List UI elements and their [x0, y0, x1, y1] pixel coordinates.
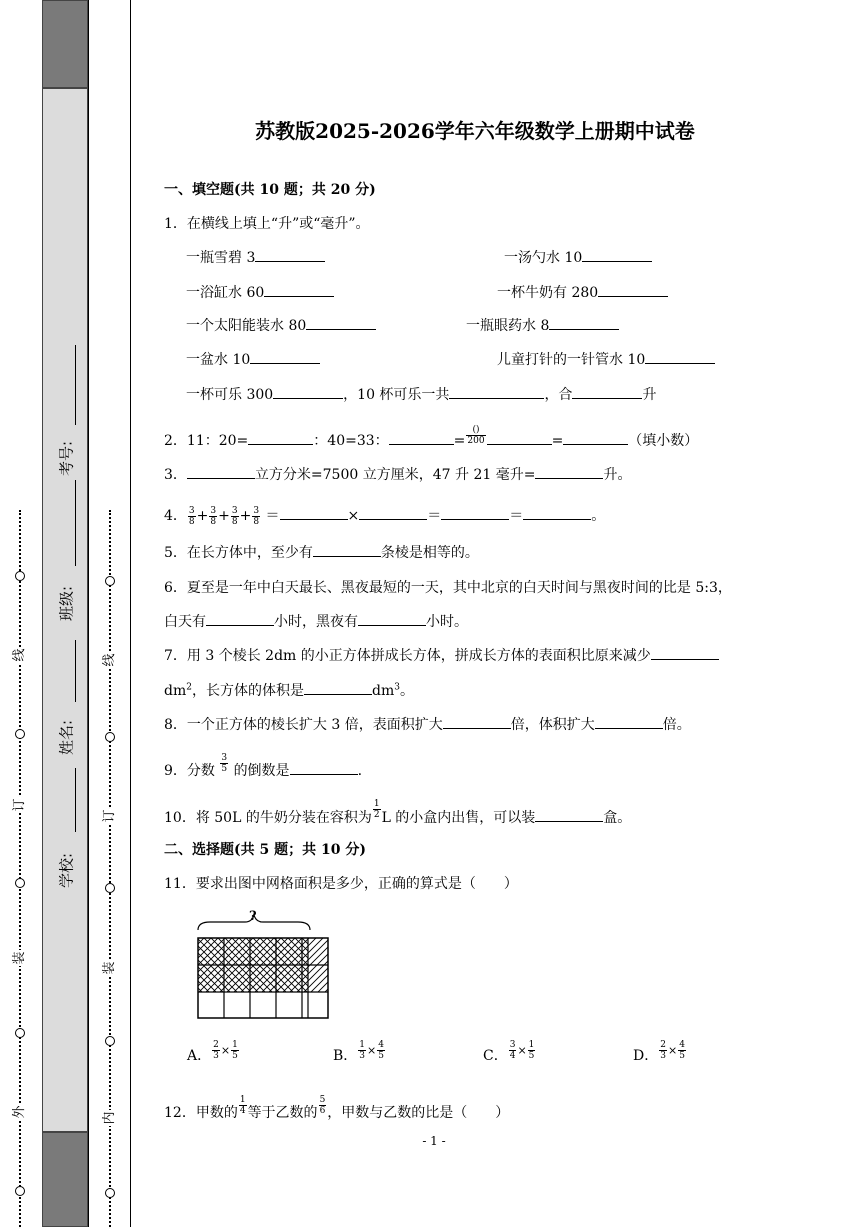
- text: 2．11：20=: [164, 433, 249, 449]
- answer-blank[interactable]: [206, 612, 274, 626]
- answer-blank[interactable]: [248, 431, 313, 445]
- text: .: [357, 763, 363, 779]
- field-school-line[interactable]: [75, 768, 76, 832]
- q6-line1: 6．夏至是一年中白天最长、黑夜最短的一天，其中北京的白天时间与黑夜时间的比是 5:3，: [164, 580, 732, 596]
- text: =: [551, 433, 564, 449]
- numerator: 4: [378, 1039, 384, 1050]
- text: ，合: [544, 387, 573, 403]
- numerator: (): [466, 425, 485, 436]
- q1-stem: 1．在横线上填上“升”或“毫升”。: [164, 216, 370, 232]
- fraction: [509, 1040, 517, 1061]
- outer-ring: [15, 1186, 25, 1196]
- section1-heading: 一、填空题(共 10 题；共 20 分): [164, 182, 376, 198]
- text: 。: [399, 683, 414, 699]
- numerator: 1: [232, 1039, 238, 1050]
- times-sign: ×: [517, 1044, 527, 1057]
- field-examno-line[interactable]: [75, 345, 76, 425]
- answer-blank[interactable]: [187, 465, 255, 479]
- option-label: D．: [633, 1048, 659, 1064]
- inner-ring: [105, 1036, 115, 1046]
- q1-item: [186, 282, 334, 302]
- denominator: 8: [253, 516, 260, 527]
- answer-blank[interactable]: [304, 681, 372, 695]
- numerator: 3: [231, 505, 238, 516]
- plus-sign: +: [239, 508, 252, 524]
- text: 。: [591, 508, 606, 524]
- outer-ring: [15, 571, 25, 581]
- q1-item-text: 一杯牛奶有 280: [497, 285, 599, 301]
- text: 小时，黑夜有: [274, 614, 358, 630]
- q11-option-b[interactable]: [333, 1039, 386, 1067]
- fraction: [319, 1095, 327, 1116]
- answer-blank[interactable]: [358, 612, 426, 626]
- answer-blank[interactable]: [250, 350, 320, 364]
- text: L 的小盒内出售，可以装: [381, 810, 536, 826]
- q4-line: [164, 505, 605, 527]
- q11-option-c[interactable]: [483, 1039, 536, 1067]
- numerator: 1: [359, 1039, 366, 1050]
- outer-ring: [15, 729, 25, 739]
- denominator: 6: [319, 1105, 326, 1116]
- fraction: [659, 1040, 667, 1061]
- text: 倍，体积扩大: [510, 717, 595, 733]
- answer-blank[interactable]: [359, 506, 427, 520]
- numerator: 5: [319, 1094, 326, 1105]
- inner-ring: [105, 576, 115, 586]
- field-class-label: 班级:: [57, 585, 76, 622]
- inner-char-xian: 线: [102, 653, 117, 667]
- q1-last-line: [186, 384, 656, 404]
- answer-blank[interactable]: [389, 431, 454, 445]
- text: 盒。: [603, 810, 632, 826]
- text: 一杯可乐 300: [186, 387, 274, 403]
- numerator: 1: [373, 798, 380, 809]
- times-sign: ×: [347, 508, 360, 524]
- field-name-label: 姓名:: [57, 719, 76, 756]
- page-number: - 1 -: [422, 1134, 446, 1148]
- denominator: 8: [231, 516, 238, 527]
- q1-item: [186, 349, 320, 369]
- answer-blank[interactable]: [582, 248, 652, 262]
- inner-char-ding: 订: [102, 809, 117, 823]
- inner-char-zhuang: 装: [102, 961, 117, 975]
- answer-blank[interactable]: [255, 248, 325, 262]
- text: 等于乙数的: [247, 1105, 318, 1121]
- numerator: 3: [210, 505, 217, 516]
- fraction: [528, 1040, 536, 1061]
- fraction: [358, 1040, 366, 1061]
- denominator: 5: [679, 1050, 685, 1061]
- q1-item-text: 一汤勺水 10: [504, 250, 583, 266]
- numerator: 2: [660, 1039, 666, 1050]
- answer-blank[interactable]: [598, 283, 668, 297]
- outer-char-wai: 外: [12, 1105, 27, 1119]
- q1-item-text: 一浴缸水 60: [186, 285, 265, 301]
- q1-item-text: 一瓶眼药水 8: [466, 318, 550, 334]
- plus-sign: +: [196, 508, 209, 524]
- q3-line: [164, 464, 631, 484]
- numerator: 1: [239, 1094, 246, 1105]
- answer-blank[interactable]: [441, 506, 509, 520]
- inner-ring: [105, 732, 115, 742]
- question-mark: ?: [249, 910, 257, 924]
- fraction: [466, 425, 485, 446]
- text: 8．一个正方体的棱长扩大 3 倍，表面积扩大: [164, 717, 443, 733]
- text: 9．分数: [164, 763, 215, 779]
- q1-item: [497, 349, 715, 369]
- option-label: B．: [333, 1048, 358, 1064]
- text: 倍。: [662, 717, 691, 733]
- text: 5．在长方体中，至少有: [164, 545, 313, 561]
- denominator: 4: [509, 1050, 516, 1061]
- numerator: 3: [253, 505, 260, 516]
- fraction: [212, 1040, 220, 1061]
- superscript: 3: [394, 682, 400, 693]
- q1-item: [504, 247, 652, 267]
- text: ，10 杯可乐一共: [343, 387, 450, 403]
- text: ，甲数与乙数的比是（ ）: [327, 1105, 510, 1121]
- numerator: 4: [679, 1039, 685, 1050]
- fraction: [678, 1040, 686, 1061]
- answer-blank[interactable]: [645, 350, 715, 364]
- field-school-label: 学校:: [57, 852, 76, 889]
- outer-ring: [15, 878, 25, 888]
- text: dm: [164, 683, 187, 699]
- numerator: 3: [188, 505, 195, 516]
- q9-line: [164, 752, 363, 782]
- field-class-line[interactable]: [75, 480, 76, 566]
- outer-char-xian: 线: [12, 648, 27, 662]
- inner-char-nei: 内: [102, 1111, 117, 1125]
- fraction: [220, 753, 228, 774]
- text: 小时。: [426, 614, 468, 630]
- text: 升: [642, 387, 657, 403]
- text: 升。: [603, 467, 632, 483]
- plus-sign: +: [218, 508, 230, 524]
- text: ，长方体的体积是: [191, 683, 304, 699]
- q7-line1: [164, 645, 719, 665]
- fraction: [231, 506, 239, 527]
- q1-item-text: 一个太阳能装水 80: [186, 318, 307, 334]
- times-sign: ×: [367, 1044, 377, 1057]
- denominator: 3: [213, 1050, 219, 1061]
- text: =: [453, 433, 466, 449]
- text: 的倒数是: [233, 763, 290, 779]
- numerator: 1: [528, 1039, 535, 1050]
- equals-sign: ＝: [509, 508, 524, 524]
- denominator: 5: [528, 1050, 535, 1061]
- text: dm: [371, 683, 395, 699]
- answer-blank[interactable]: [572, 385, 642, 399]
- fraction: [377, 1040, 385, 1061]
- text: 4．: [164, 508, 187, 524]
- denominator: 3: [660, 1050, 666, 1061]
- q11-grid-figure: [190, 910, 335, 1020]
- answer-blank[interactable]: [280, 506, 348, 520]
- text: （填小数）: [628, 433, 699, 449]
- q11-option-d[interactable]: [633, 1039, 687, 1067]
- margin-dark-band-top: [42, 0, 88, 88]
- inner-ring: [105, 883, 115, 893]
- q1-item-text: 一瓶雪碧 3: [186, 250, 256, 266]
- fraction: [239, 1095, 247, 1116]
- times-sign: ×: [220, 1044, 231, 1057]
- denominator: 3: [359, 1050, 366, 1061]
- outer-ring: [15, 1028, 25, 1038]
- answer-blank[interactable]: [651, 646, 719, 660]
- option-label: A．: [187, 1048, 212, 1064]
- q1-item: [466, 315, 619, 335]
- q12-line: [164, 1094, 510, 1124]
- text: 7．用 3 个棱长 2dm 的小正方体拼成长方体，拼成长方体的表面积比原来减少: [164, 648, 651, 664]
- answer-blank[interactable]: [595, 715, 663, 729]
- q8-line: [164, 714, 691, 734]
- denominator: 5: [221, 763, 228, 774]
- outer-char-ding: 订: [12, 798, 27, 812]
- times-sign: ×: [667, 1044, 678, 1057]
- q10-line: [164, 798, 632, 829]
- outer-char-zhuang: 装: [12, 951, 27, 965]
- page-title: 苏教版2025-2026学年六年级数学上册期中试卷: [255, 119, 695, 143]
- field-examno-label: 考号:: [57, 440, 76, 477]
- fraction: [209, 506, 217, 527]
- denominator: 5: [378, 1050, 384, 1061]
- q1-item: [186, 315, 376, 335]
- text: 条棱是相等的。: [380, 545, 479, 561]
- answer-blank[interactable]: [549, 316, 619, 330]
- answer-blank[interactable]: [535, 808, 603, 822]
- denominator: 2: [373, 809, 380, 820]
- denominator: 8: [188, 516, 195, 527]
- numerator: 3: [221, 752, 228, 763]
- answer-blank[interactable]: [535, 465, 603, 479]
- answer-blank[interactable]: [264, 283, 334, 297]
- q1-item: [497, 282, 668, 302]
- field-name-line[interactable]: [75, 640, 76, 702]
- fraction: [373, 799, 381, 820]
- margin-line-2: [88, 0, 89, 1227]
- answer-blank[interactable]: [523, 506, 591, 520]
- denominator: 5: [232, 1050, 238, 1061]
- fraction: [188, 506, 196, 527]
- equals-sign: ＝: [265, 508, 280, 524]
- section2-heading: 二、选择题(共 5 题；共 10 分): [164, 842, 366, 858]
- q11-stem: 11．要求出图中网格面积是多少，正确的算式是（ ）: [164, 876, 518, 892]
- option-label: C．: [483, 1048, 508, 1064]
- q1-item: [186, 247, 325, 267]
- numerator: 2: [213, 1039, 219, 1050]
- text: 12．甲数的: [164, 1105, 238, 1121]
- q5-line: [164, 542, 479, 562]
- margin-line-3: [130, 0, 131, 1227]
- answer-blank[interactable]: [306, 316, 376, 330]
- text: 白天有: [164, 614, 206, 630]
- q6-line2: [164, 611, 468, 631]
- answer-blank[interactable]: [563, 431, 628, 445]
- answer-blank[interactable]: [273, 385, 343, 399]
- q2-line: [164, 424, 699, 452]
- superscript: 2: [186, 682, 192, 693]
- answer-blank[interactable]: [449, 385, 544, 399]
- q1-item-text: 儿童打针的一针管水 10: [497, 352, 646, 368]
- denominator: 4: [239, 1105, 246, 1116]
- denominator: 200: [467, 435, 485, 446]
- equals-sign: ＝: [427, 508, 442, 524]
- text: 10．将 50L 的牛奶分装在容积为: [164, 810, 372, 826]
- fraction: [252, 506, 260, 527]
- q11-option-a[interactable]: [187, 1039, 240, 1067]
- answer-blank[interactable]: [290, 761, 358, 775]
- inner-ring: [105, 1188, 115, 1198]
- q1-item-text: 一盆水 10: [186, 352, 251, 368]
- denominator: 8: [210, 516, 217, 527]
- fraction: [231, 1040, 239, 1061]
- numerator: 3: [509, 1039, 516, 1050]
- q7-line2: [164, 680, 414, 700]
- answer-blank[interactable]: [443, 715, 511, 729]
- answer-blank[interactable]: [313, 543, 381, 557]
- text: 立方分米=7500 立方厘米，47 升 21 毫升=: [254, 467, 536, 483]
- text: 3．: [164, 467, 187, 483]
- answer-blank[interactable]: [487, 431, 552, 445]
- text: ：40=33：: [313, 433, 389, 449]
